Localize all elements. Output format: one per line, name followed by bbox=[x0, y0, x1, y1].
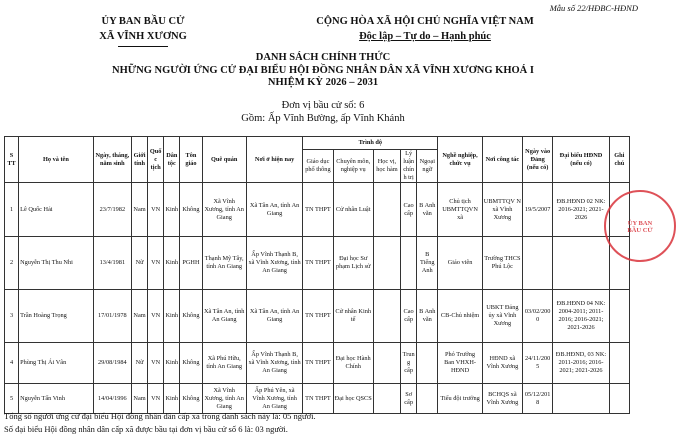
cell-ethnicity: Kinh bbox=[164, 183, 180, 237]
cell-gender: Nam bbox=[131, 183, 147, 237]
col-specialty: Chuyên môn, nghiệp vụ bbox=[333, 150, 373, 183]
col-party-date: Ngày vào Đảng (nếu có) bbox=[523, 137, 553, 183]
cell-political: Cao cấp bbox=[401, 183, 417, 237]
col-workplace: Nơi công tác bbox=[482, 137, 522, 183]
cell-academic bbox=[373, 290, 400, 343]
cell-language: B Tiếng Anh bbox=[417, 237, 438, 290]
cell-religion: Không bbox=[180, 290, 202, 343]
cell-general-edu: TN THPT bbox=[303, 343, 333, 384]
authority-line2: XÃ VĨNH XƯƠNG bbox=[99, 31, 187, 42]
col-hometown: Quê quán bbox=[202, 137, 246, 183]
official-seal: ỦY BAN BẦU CỬ bbox=[604, 190, 676, 262]
col-academic: Học vị, học hàm bbox=[373, 150, 400, 183]
col-residence: Nơi ở hiện nay bbox=[246, 137, 302, 183]
cell-stt: 3 bbox=[5, 290, 19, 343]
cell-hdnd: ĐB.HĐND, 03 NK: 2011-2016; 2016-2021; 2021-2026 bbox=[553, 343, 609, 384]
cell-stt: 1 bbox=[5, 183, 19, 237]
cell-specialty: Đại học Hành Chính bbox=[333, 343, 373, 384]
issuing-authority bbox=[78, 14, 208, 47]
cell-hometown: Xã Phú Hữu, tỉnh An Giang bbox=[202, 343, 246, 384]
cell-party-date: 05/12/2018 bbox=[523, 384, 553, 414]
cell-residence: Xã Tân An, tỉnh An Giang bbox=[246, 290, 302, 343]
cell-residence: Ấp Phú Yên, xã Vĩnh Xương, tỉnh An Giang bbox=[246, 384, 302, 414]
cell-language: B Anh văn bbox=[417, 290, 438, 343]
cell-religion: Không bbox=[180, 343, 202, 384]
cell-hdnd: ĐB.HĐND 02 NK: 2016-2021; 2021-2026 bbox=[553, 183, 609, 237]
cell-stt: 5 bbox=[5, 384, 19, 414]
cell-nationality: VN bbox=[148, 343, 164, 384]
cell-language: B Anh văn bbox=[417, 183, 438, 237]
cell-occupation: CB-Chủ nhiệm bbox=[438, 290, 482, 343]
col-note: Ghi chú bbox=[609, 137, 629, 183]
cell-general-edu: TN THPT bbox=[303, 183, 333, 237]
cell-specialty: Cử nhân Luật bbox=[333, 183, 373, 237]
cell-hdnd bbox=[553, 237, 609, 290]
footer-total: Tổng số người ứng cử đại biểu Hội đồng nhân dân cấp xã trong danh sách này là: 05 người. bbox=[4, 411, 316, 421]
cell-gender: Nam bbox=[131, 384, 147, 414]
cell-hdnd: ĐB.HĐND 04 NK: 2004-2011; 2011-2016; 2016-2021; 2021-2026 bbox=[553, 290, 609, 343]
table-row bbox=[5, 290, 630, 343]
cell-language bbox=[417, 384, 438, 414]
cell-workplace: HĐND xã Vĩnh Xương bbox=[482, 343, 522, 384]
cell-political: Cao cấp bbox=[401, 290, 417, 343]
national-header bbox=[285, 14, 565, 44]
table-row bbox=[5, 384, 630, 414]
cell-specialty: Đại học QSCS bbox=[333, 384, 373, 414]
authority-line1: ỦY BAN BẦU CỬ bbox=[101, 16, 185, 27]
cell-political: Trung cấp bbox=[401, 343, 417, 384]
col-education-group: Trình độ bbox=[303, 137, 438, 150]
cell-political bbox=[401, 237, 417, 290]
cell-nationality: VN bbox=[148, 384, 164, 414]
cell-dob: 23/7/1982 bbox=[93, 183, 131, 237]
cell-specialty: Cử nhân Kinh tế bbox=[333, 290, 373, 343]
cell-dob: 14/04/1996 bbox=[93, 384, 131, 414]
cell-nationality: VN bbox=[148, 237, 164, 290]
cell-note bbox=[609, 384, 629, 414]
col-gender: Giới tính bbox=[131, 137, 147, 183]
col-language: Ngoại ngữ bbox=[417, 150, 438, 183]
cell-occupation: Chủ tịch UBMTTQVN xã bbox=[438, 183, 482, 237]
table-row bbox=[5, 237, 630, 290]
cell-party-date: 19/5/2007 bbox=[523, 183, 553, 237]
cell-academic bbox=[373, 183, 400, 237]
cell-residence: Ấp Vĩnh Thạnh B, xã Vĩnh Xương, tỉnh An Giang bbox=[246, 343, 302, 384]
col-ethnicity: Dân tộc bbox=[164, 137, 180, 183]
cell-dob: 29/08/1984 bbox=[93, 343, 131, 384]
cell-occupation: Phó Trưởng Ban VHXH-HĐND bbox=[438, 343, 482, 384]
cell-name: Nguyễn Thị Thu Nhi bbox=[19, 237, 94, 290]
cell-name: Phùng Thị Ái Vân bbox=[19, 343, 94, 384]
cell-hometown: Thạnh Mỹ Tây, tỉnh An Giang bbox=[202, 237, 246, 290]
cell-dob: 17/01/1978 bbox=[93, 290, 131, 343]
cell-ethnicity: Kinh bbox=[164, 237, 180, 290]
form-number: Mẫu số 22/HĐBC-HĐND bbox=[549, 3, 638, 13]
cell-nationality: VN bbox=[148, 183, 164, 237]
cell-religion: Không bbox=[180, 384, 202, 414]
cell-residence: Ấp Vĩnh Thạnh B, xã Vĩnh Xương, tỉnh An Giang bbox=[246, 237, 302, 290]
cell-gender: Nam bbox=[131, 290, 147, 343]
cell-specialty: Đại học Sư phạm Lịch sử bbox=[333, 237, 373, 290]
cell-name: Nguyễn Tấn Vinh bbox=[19, 384, 94, 414]
cell-academic bbox=[373, 384, 400, 414]
cell-general-edu: TN THPT bbox=[303, 290, 333, 343]
divider bbox=[118, 46, 168, 47]
national-motto: Độc lập – Tự do – Hạnh phúc bbox=[359, 31, 491, 42]
national-name: CỘNG HÒA XÃ HỘI CHỦ NGHĨA VIỆT NAM bbox=[316, 16, 534, 27]
col-political: Lý luận chính trị bbox=[401, 150, 417, 183]
cell-occupation: Giáo viên bbox=[438, 237, 482, 290]
cell-ethnicity: Kinh bbox=[164, 343, 180, 384]
candidate-table bbox=[4, 136, 630, 414]
col-name: Họ và tên bbox=[19, 137, 94, 183]
col-stt: S TT bbox=[5, 137, 19, 183]
footer bbox=[4, 410, 316, 436]
col-dob: Ngày, tháng, năm sinh bbox=[93, 137, 131, 183]
cell-workplace: BCHQS xã Vĩnh Xương bbox=[482, 384, 522, 414]
electoral-unit bbox=[0, 100, 646, 125]
cell-ethnicity: Kinh bbox=[164, 290, 180, 343]
col-religion: Tôn giáo bbox=[180, 137, 202, 183]
cell-nationality: VN bbox=[148, 290, 164, 343]
cell-ethnicity: Kinh bbox=[164, 384, 180, 414]
table-row bbox=[5, 343, 630, 384]
cell-hdnd bbox=[553, 384, 609, 414]
cell-religion: PGHH bbox=[180, 237, 202, 290]
unit-areas: Gồm: Ấp Vĩnh Bường, ấp Vĩnh Khánh bbox=[241, 112, 405, 124]
col-hdnd: Đại biểu HĐND (nếu có) bbox=[553, 137, 609, 183]
title-line3: NHIỆM KỲ 2026 – 2031 bbox=[267, 77, 379, 88]
cell-workplace: UBKT Đảng ủy xã Vĩnh Xương bbox=[482, 290, 522, 343]
col-occupation: Nghề nghiệp, chức vụ bbox=[438, 137, 482, 183]
cell-religion: Không bbox=[180, 183, 202, 237]
cell-stt: 2 bbox=[5, 237, 19, 290]
cell-academic bbox=[373, 343, 400, 384]
cell-party-date bbox=[523, 237, 553, 290]
col-nationality: Quốc tịch bbox=[148, 137, 164, 183]
cell-hometown: Xã Vĩnh Xương, tỉnh An Giang bbox=[202, 183, 246, 237]
document-title bbox=[0, 52, 646, 90]
col-general-edu: Giáo dục phổ thông bbox=[303, 150, 333, 183]
cell-name: Trần Hoàng Trọng bbox=[19, 290, 94, 343]
cell-academic bbox=[373, 237, 400, 290]
cell-occupation: Tiểu đội trưởng bbox=[438, 384, 482, 414]
cell-gender: Nữ bbox=[131, 343, 147, 384]
cell-note bbox=[609, 290, 629, 343]
cell-general-edu: TN THPT bbox=[303, 237, 333, 290]
cell-note bbox=[609, 343, 629, 384]
cell-dob: 13/4/1981 bbox=[93, 237, 131, 290]
cell-party-date: 03/02/2000 bbox=[523, 290, 553, 343]
cell-hometown: Xã Vĩnh Xương, tỉnh An Giang bbox=[202, 384, 246, 414]
cell-gender: Nữ bbox=[131, 237, 147, 290]
cell-language bbox=[417, 343, 438, 384]
title-line2: NHỮNG NGƯỜI ỨNG CỬ ĐẠI BIỂU HỘI ĐỒNG NHÂN DÂN XÃ VĨNH XƯƠNG KHOÁ I bbox=[112, 64, 534, 76]
cell-name: Lê Quốc Hải bbox=[19, 183, 94, 237]
cell-workplace: Trường THCS Phú Lộc bbox=[482, 237, 522, 290]
table-row bbox=[5, 183, 630, 237]
cell-stt: 4 bbox=[5, 343, 19, 384]
unit-number: Đơn vị bầu cử số: 6 bbox=[281, 100, 365, 111]
footer-seats: Số đại biểu Hội đồng nhân dân cấp xã được bầu tại đơn vị bầu cử số 6 là: 03 người. bbox=[4, 424, 288, 434]
cell-political: Sơ cấp bbox=[401, 384, 417, 414]
cell-residence: Xã Tân An, tỉnh An Giang bbox=[246, 183, 302, 237]
title-line1: DANH SÁCH CHÍNH THỨC bbox=[255, 52, 391, 63]
cell-workplace: UBMTTQV N xã Vĩnh Xương bbox=[482, 183, 522, 237]
cell-party-date: 24/11/2005 bbox=[523, 343, 553, 384]
cell-general-edu: TN THPT bbox=[303, 384, 333, 414]
cell-hometown: Xã Tân An, tỉnh An Giang bbox=[202, 290, 246, 343]
